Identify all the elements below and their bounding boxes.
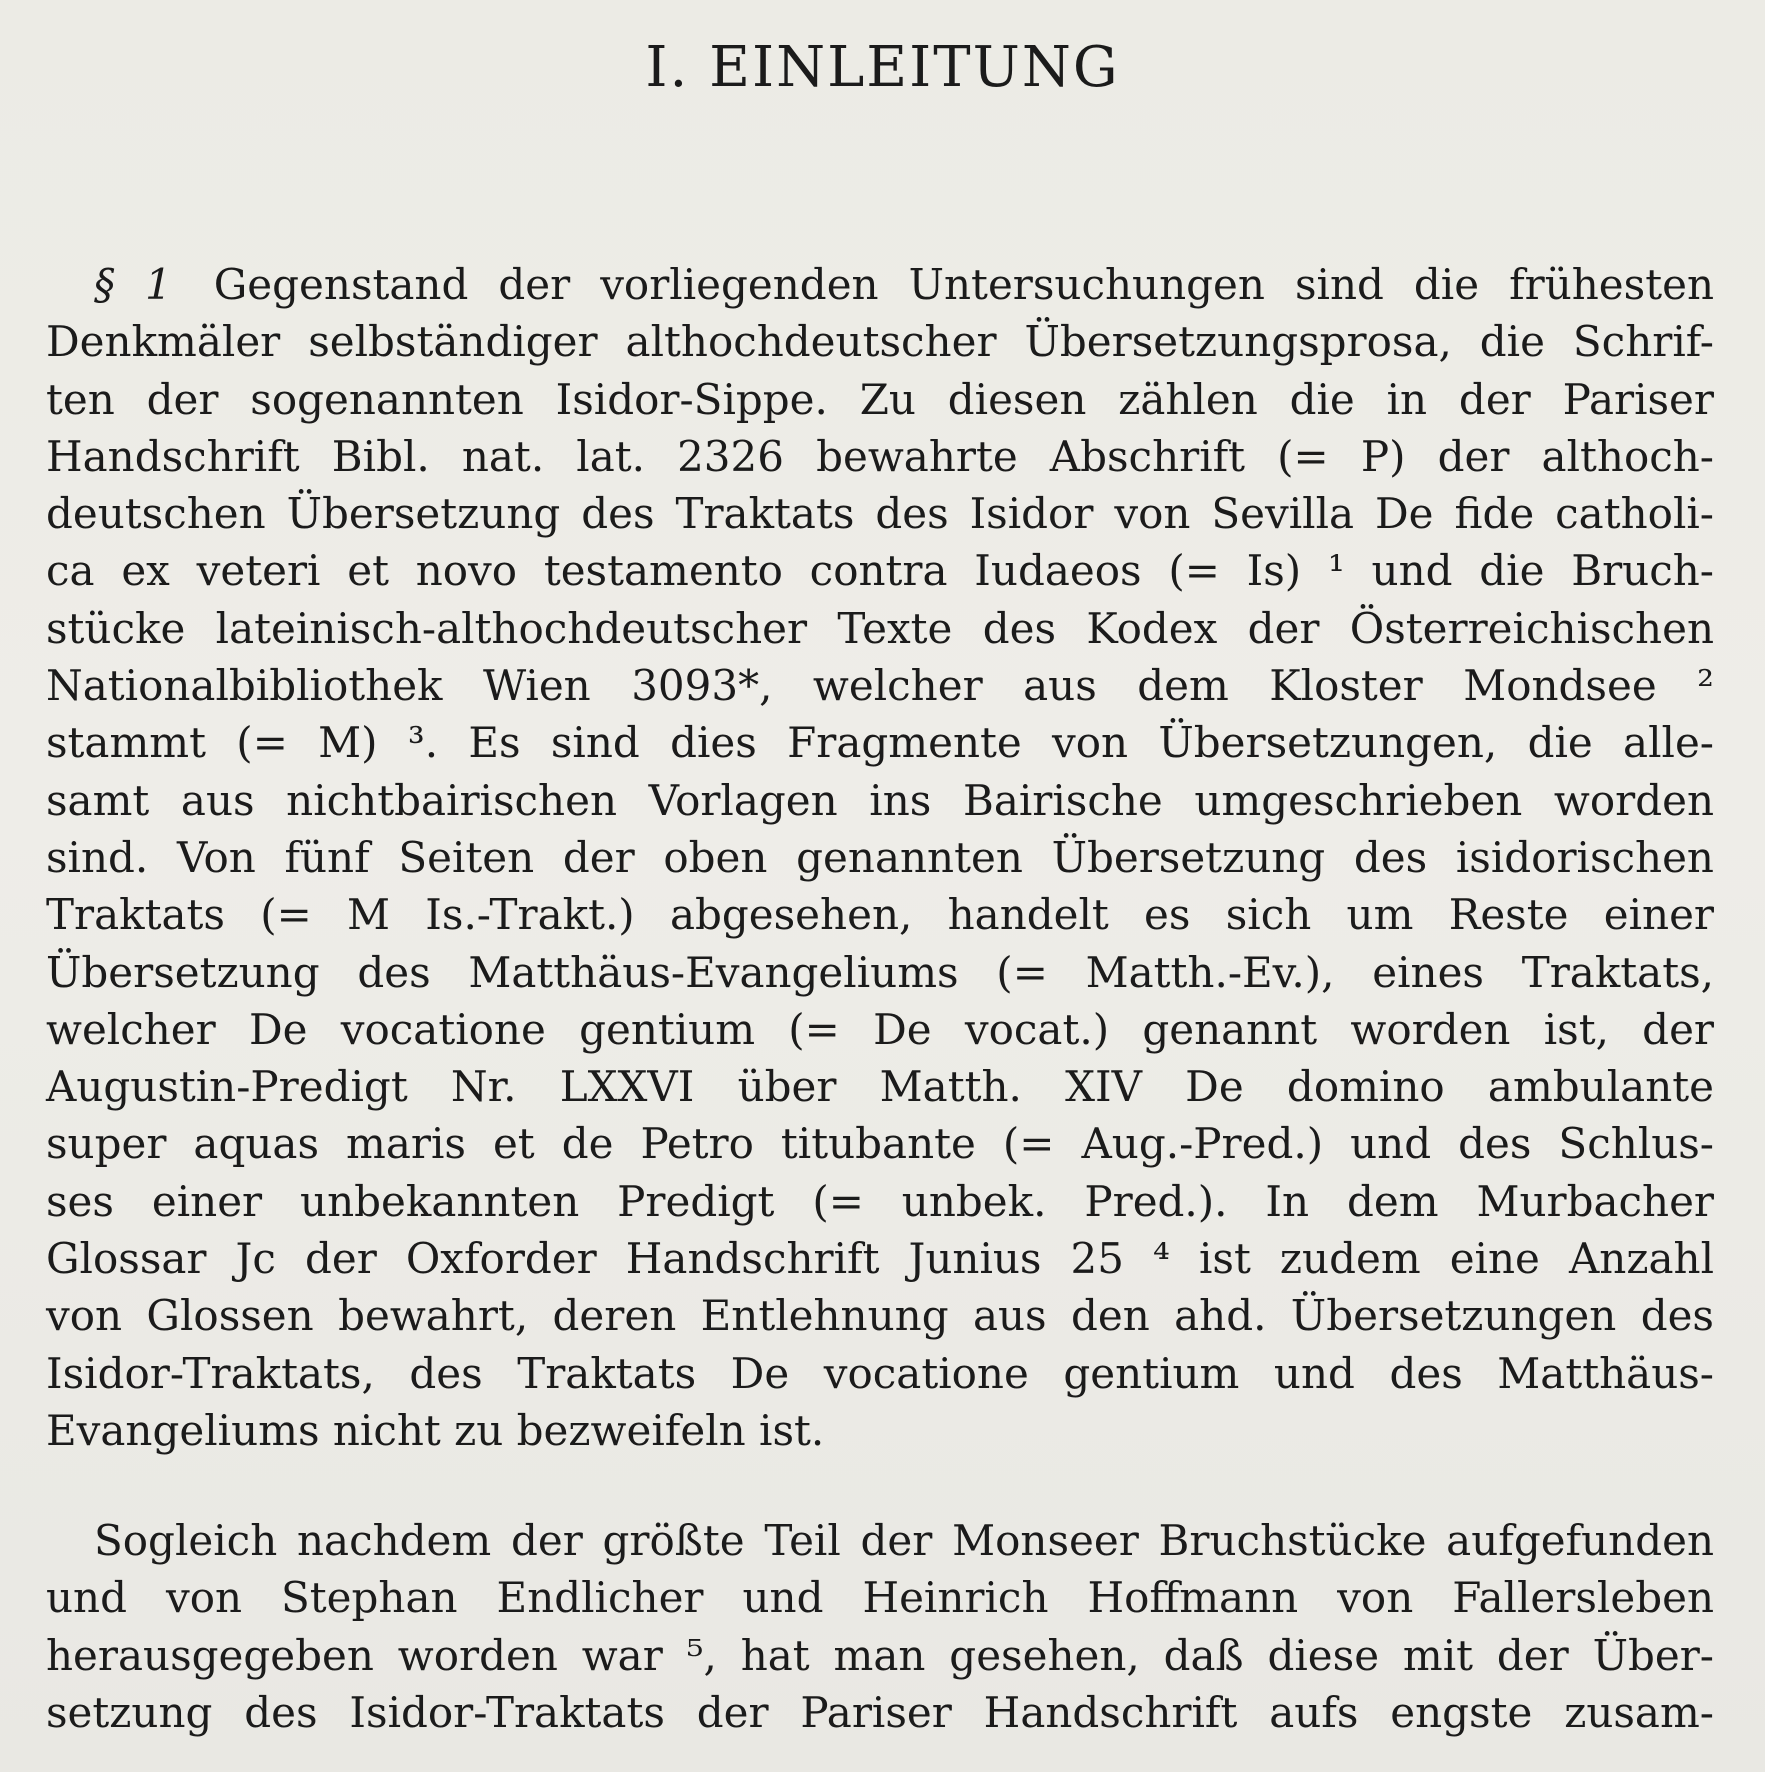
text-line: sind. Von fünf Seiten der oben genannten Übersetzung des isidorischen	[46, 832, 1714, 882]
text-line: welcher De vocatione gentium (= De vocat.) genannt worden ist, der	[46, 1004, 1714, 1054]
text-line: Glossar Jc der Oxforder Handschrift Junius 25 ⁴ ist zudem eine Anzahl	[46, 1234, 1714, 1284]
text-line: setzung des Isidor-Traktats der Pariser Handschrift aufs engste zusam-	[46, 1687, 1714, 1737]
text-line: Traktats (= M Is.-Trakt.) abgesehen, handelt es sich um Reste einer	[46, 890, 1714, 940]
text-line	[46, 256, 1714, 313]
text-line: samt aus nichtbairischen Vorlagen ins Bairische umgeschrieben worden	[46, 775, 1714, 825]
text-line: ses einer unbekannten Predigt (= unbek. Pred.). In dem Murbacher	[46, 1176, 1714, 1226]
text-line: und von Stephan Endlicher und Heinrich Hoffmann von Fallersleben	[46, 1573, 1714, 1623]
text-line: Handschrift Bibl. nat. lat. 2326 bewahrte Abschrift (= P) der althoch-	[46, 431, 1714, 481]
text-line: Augustin-Predigt Nr. LXXVI über Matth. XIV De domino ambulante	[46, 1062, 1714, 1112]
text-line: herausgegeben worden war ⁵, hat man gesehen, daß diese mit der Über-	[46, 1630, 1714, 1680]
text-line-content: Gegenstand der vorliegenden Untersuchungen sind die frühesten	[213, 260, 1714, 309]
text-line: super aquas maris et de Petro titubante (= Aug.-Pred.) und des Schlus-	[46, 1119, 1714, 1169]
text-line: Nationalbibliothek Wien 3093*, welcher aus dem Kloster Mondsee ²	[46, 661, 1714, 711]
text-line: Evangeliums nicht zu bezweifeln ist.	[46, 1405, 825, 1455]
text-line: ten der sogenannten Isidor-Sippe. Zu diesen zählen die in der Pariser	[46, 374, 1714, 424]
text-line: Isidor-Traktats, des Traktats De vocatione gentium und des Matthäus-	[46, 1348, 1714, 1398]
text-line: von Glossen bewahrt, deren Entlehnung aus den ahd. Übersetzungen des	[46, 1291, 1714, 1341]
section-mark: § 1	[94, 260, 172, 309]
paragraph-1	[46, 256, 1714, 1459]
text-line: Übersetzung des Matthäus-Evangeliums (= Matth.-Ev.), eines Traktats,	[46, 947, 1714, 997]
text-line: Denkmäler selbständiger althochdeutscher Übersetzungsprosa, die Schrif-	[46, 317, 1714, 367]
paragraph-2	[46, 1512, 1714, 1741]
text-line: deutschen Übersetzung des Traktats des Isidor von Sevilla De fide catholi-	[46, 489, 1714, 539]
text-line: stammt (= M) ³. Es sind dies Fragmente von Übersetzungen, die alle-	[46, 718, 1714, 768]
text-line: stücke lateinisch-althochdeutscher Texte des Kodex der Österreichischen	[46, 603, 1714, 653]
text-line: Sogleich nachdem der größte Teil der Monseer Bruchstücke aufgefunden	[94, 1516, 1714, 1565]
chapter-heading: I. EINLEITUNG	[645, 35, 1120, 100]
text-line: ca ex veteri et novo testamento contra Iudaeos (= Is) ¹ und die Bruch-	[46, 546, 1714, 596]
